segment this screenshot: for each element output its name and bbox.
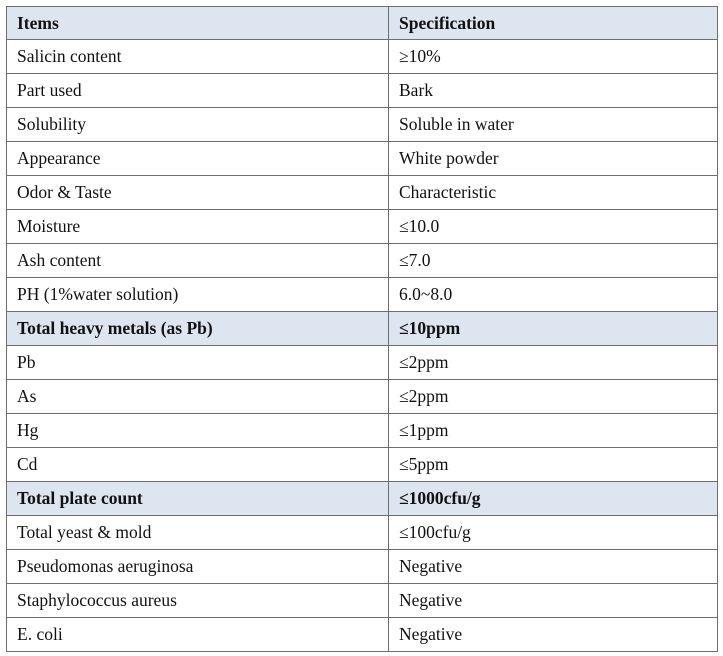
table-row — [7, 40, 718, 74]
table-row — [7, 108, 718, 142]
item-cell: Solubility — [7, 108, 389, 142]
table-row — [7, 550, 718, 584]
spec-cell: Negative — [389, 618, 718, 652]
table-row — [7, 74, 718, 108]
item-cell: Ash content — [7, 244, 389, 278]
header-items: Items — [7, 7, 389, 40]
spec-cell: Negative — [389, 550, 718, 584]
table-row — [7, 142, 718, 176]
spec-cell: Negative — [389, 584, 718, 618]
table-header-row — [7, 7, 718, 40]
item-cell: Cd — [7, 448, 389, 482]
item-cell: Total heavy metals (as Pb) — [7, 312, 389, 346]
item-cell: Pseudomonas aeruginosa — [7, 550, 389, 584]
item-cell: Staphylococcus aureus — [7, 584, 389, 618]
header-specification: Specification — [389, 7, 718, 40]
spec-cell: ≤1000cfu/g — [389, 482, 718, 516]
table-row — [7, 244, 718, 278]
table-row — [7, 414, 718, 448]
item-cell: Odor & Taste — [7, 176, 389, 210]
item-cell: Part used — [7, 74, 389, 108]
table-section-row — [7, 482, 718, 516]
item-cell: Hg — [7, 414, 389, 448]
item-cell: Total yeast & mold — [7, 516, 389, 550]
item-cell: PH (1%water solution) — [7, 278, 389, 312]
table-row — [7, 618, 718, 652]
spec-cell: ≤100cfu/g — [389, 516, 718, 550]
table-row — [7, 380, 718, 414]
item-cell: Pb — [7, 346, 389, 380]
spec-cell: 6.0~8.0 — [389, 278, 718, 312]
item-cell: Appearance — [7, 142, 389, 176]
table-row — [7, 448, 718, 482]
item-cell: Moisture — [7, 210, 389, 244]
item-cell: As — [7, 380, 389, 414]
spec-cell: ≤2ppm — [389, 380, 718, 414]
spec-cell: Soluble in water — [389, 108, 718, 142]
table-section-row — [7, 312, 718, 346]
item-cell: Total plate count — [7, 482, 389, 516]
table-row — [7, 210, 718, 244]
spec-cell: ≤7.0 — [389, 244, 718, 278]
specification-table — [6, 6, 718, 652]
table-row — [7, 278, 718, 312]
spec-cell: ≥10% — [389, 40, 718, 74]
spec-cell: ≤10.0 — [389, 210, 718, 244]
spec-cell: ≤10ppm — [389, 312, 718, 346]
item-cell: Salicin content — [7, 40, 389, 74]
spec-cell: White powder — [389, 142, 718, 176]
spec-cell: ≤1ppm — [389, 414, 718, 448]
table-row — [7, 176, 718, 210]
table-row — [7, 516, 718, 550]
item-cell: E. coli — [7, 618, 389, 652]
spec-cell: Bark — [389, 74, 718, 108]
spec-cell: ≤2ppm — [389, 346, 718, 380]
table-row — [7, 584, 718, 618]
spec-cell: Characteristic — [389, 176, 718, 210]
spec-cell: ≤5ppm — [389, 448, 718, 482]
table-row — [7, 346, 718, 380]
